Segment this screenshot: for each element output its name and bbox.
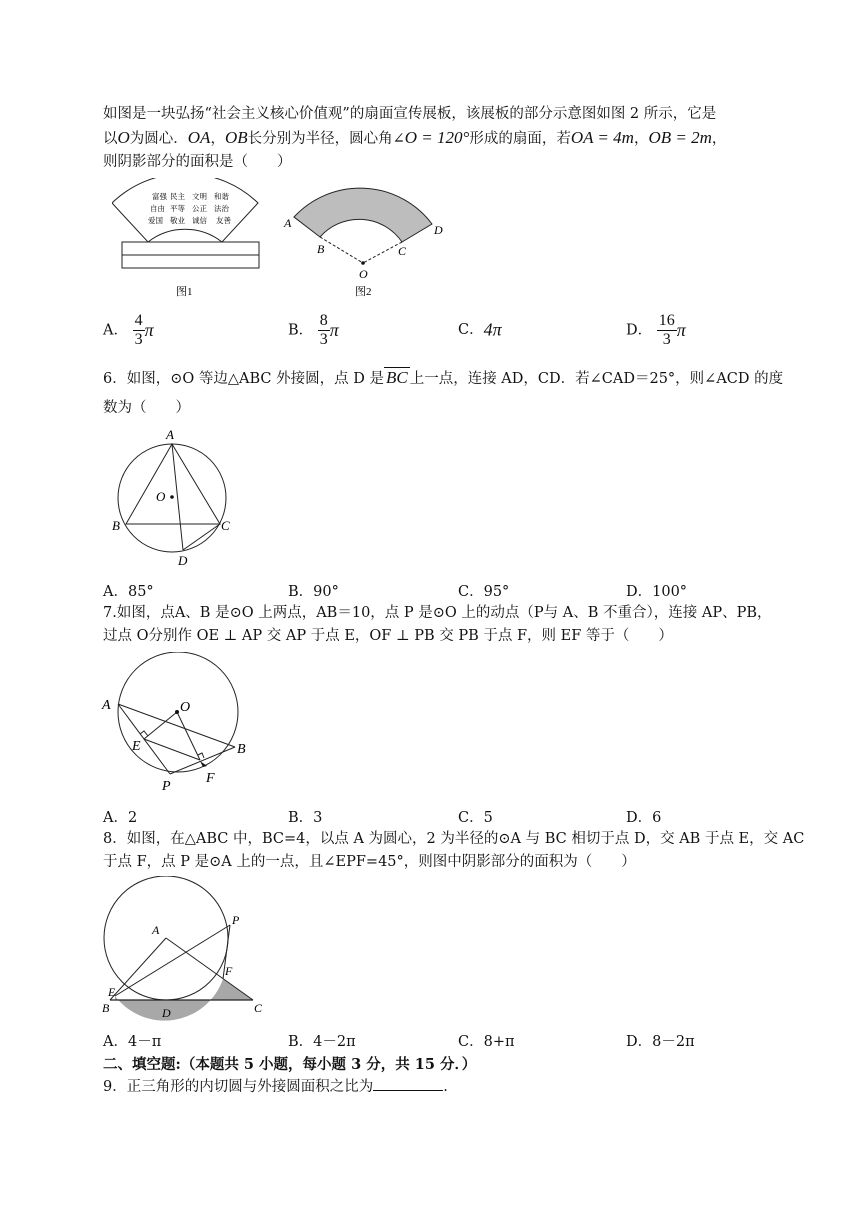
q9-line: 9．正三角形的内切圆与外接圆面积之比为 . <box>103 1076 448 1097</box>
q7-label-b: B <box>237 742 246 757</box>
fan-text-1-3: 文明 <box>192 192 207 201</box>
fan-text-1-1: 富强 <box>152 192 167 201</box>
q8-option-c: C．8+π <box>458 1034 515 1050</box>
q7-option-b: B．3 <box>288 810 323 826</box>
q8-label-p: P <box>232 913 240 927</box>
q7-line-2: 过点 O分别作 OE ⊥ AP 交 AP 于点 E，OF ⊥ PB 交 PB 于点 F，则 EF 等于（ ） <box>103 628 673 644</box>
q6-line-2: 数为（ ） <box>103 400 190 416</box>
q8-label-d: D <box>162 1006 171 1020</box>
q7-option-a: A．2 <box>103 810 138 826</box>
fig2-label-a: A <box>284 216 292 230</box>
fan-text-1-2: 民主 <box>170 192 185 201</box>
q7-label-o: O <box>180 700 191 715</box>
q5-figure-1 <box>112 178 272 303</box>
q7-label-f: F <box>206 771 215 786</box>
fan-text-2-2: 平等 <box>170 204 185 213</box>
q5-option-c: C．4π <box>458 319 502 340</box>
q9-answer-blank[interactable] <box>373 1076 443 1091</box>
fig2-label-b: B <box>317 242 325 256</box>
q6-option-a: A．85° <box>103 584 154 600</box>
q8-label-e: E <box>108 985 116 999</box>
q6-figure <box>108 424 238 572</box>
q6-option-c: C．95° <box>458 584 510 600</box>
q8-label-a: A <box>152 923 160 937</box>
fig2-label-o: O <box>359 267 368 281</box>
q7-line-1: 7.如图，点A、B 是⊙O 上两点，AB＝10，点 P 是⊙O 上的动点（P与 A、B 不重合），连接 AP、PB， <box>103 605 772 621</box>
q8-option-d: D．8－2π <box>626 1034 695 1050</box>
fan-text-3-4: 友善 <box>216 216 231 225</box>
q8-figure <box>98 876 268 1024</box>
fan-text-3-1: 爱国 <box>148 216 163 225</box>
fig2-label-c: C <box>398 244 407 258</box>
q5-line-3: 则阴影部分的面积是（ ） <box>103 154 292 170</box>
q5-line-2: 以O为圆心．OA，OB长分别为半径，圆心角∠O = 120°形成的扇面，若OA = 4m，OB = 2m， <box>103 128 727 147</box>
fan-text-2-4: 法治 <box>214 204 229 213</box>
q7-label-e: E <box>132 739 141 754</box>
q6-label-o: O <box>156 489 166 504</box>
q8-line-2: 于点 F，点 P 是⊙A 上的一点，且∠EPF=45°，则图中阴影部分的面积为（ ） <box>103 854 636 870</box>
q8-label-b: B <box>102 1001 110 1015</box>
q7-option-d: D．6 <box>626 810 662 826</box>
q5-line-1: 如图是一块弘扬“社会主义核心价值观”的扇面宣传展板，该展板的部分示意图如图 2 所示，它是 <box>103 106 717 122</box>
q6-label-d: D <box>178 553 188 568</box>
q5-option-a: A． $\frac{4}{3}$ π <box>103 312 154 348</box>
q8-option-a: A．4－π <box>103 1034 162 1050</box>
fig2-label-d: D <box>434 223 443 237</box>
q7-option-c: C．5 <box>458 810 493 826</box>
fan-text-1-4: 和谐 <box>214 192 229 201</box>
q6-label-b: B <box>112 518 120 533</box>
q8-option-b: B．4－2π <box>288 1034 356 1050</box>
q6-option-d: D．100° <box>626 584 688 600</box>
fig2-caption: 图2 <box>355 286 372 298</box>
fan-text-2-1: 自由 <box>150 204 165 213</box>
q7-figure <box>100 652 260 802</box>
section-2-heading: 二、填空题:（本题共 5 小题，每小题 3 分，共 15 分．） <box>103 1056 477 1073</box>
q5-option-d: D． $\frac{16}{3}$ π <box>626 312 686 348</box>
q5-figure-2 <box>280 172 450 304</box>
q8-label-c: C <box>254 1001 263 1015</box>
fan-text-2-3: 公正 <box>192 204 207 213</box>
fan-text-3-2: 敬业 <box>170 216 185 225</box>
q6-line-1: 6．如图，⊙O 等边△ABC 外接圆，点 D 是 BC 上一点，连接 AD，CD．若∠CAD＝25°，则∠ACD 的度 <box>103 368 784 387</box>
q7-label-a: A <box>102 698 111 713</box>
q6-option-b: B．90° <box>288 584 339 600</box>
arc-bc: BC <box>385 368 408 387</box>
q5-option-b: B． $\frac{8}{3}$ π <box>288 312 339 348</box>
q6-label-a: A <box>166 427 174 442</box>
fig1-caption: 图1 <box>176 286 193 298</box>
q8-line-1: 8．如图，在△ABC 中，BC=4，以点 A 为圆心，2 为半径的⊙A 与 BC 相切于点 D，交 AB 于点 E，交 AC <box>103 831 805 847</box>
q6-label-c: C <box>221 518 230 533</box>
q8-label-f: F <box>225 964 233 978</box>
fan-text-3-3: 诚信 <box>192 216 207 225</box>
q7-label-p: P <box>162 779 171 794</box>
